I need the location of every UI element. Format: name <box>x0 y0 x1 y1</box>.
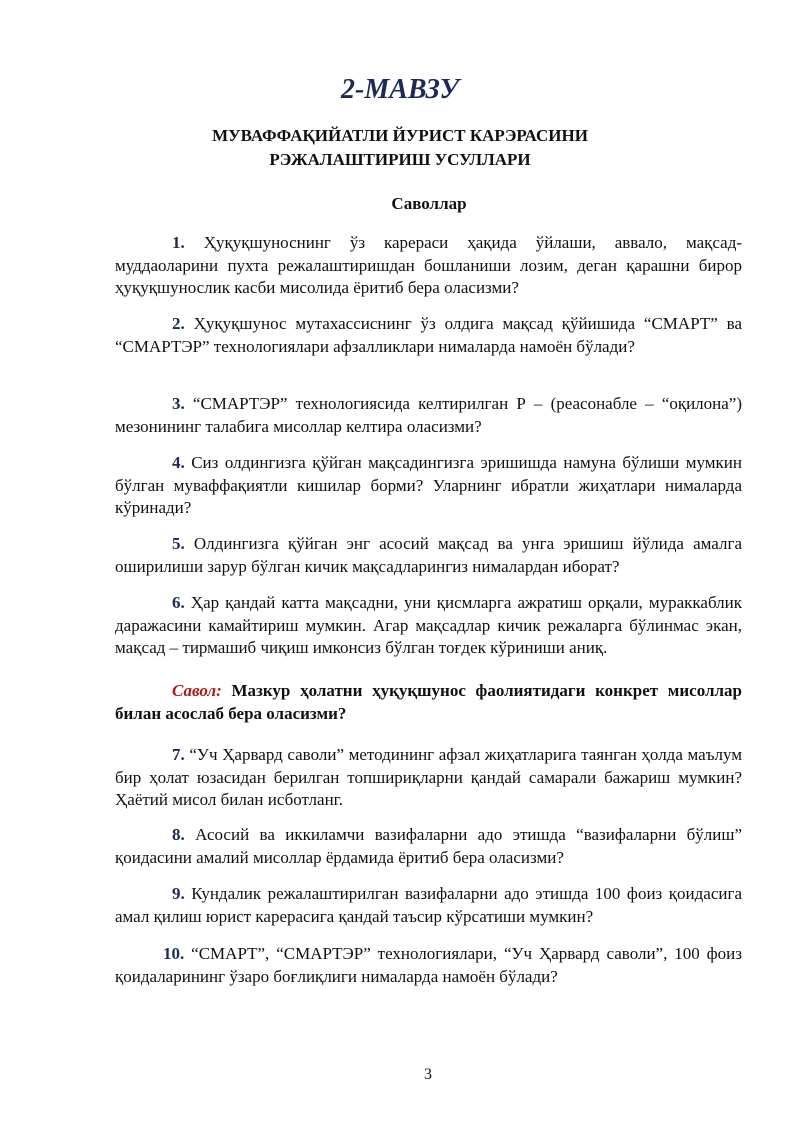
question-3 <box>115 393 742 438</box>
question-text: Асосий ва иккиламчи вазифаларни адо этишда “вазифаларни бўлиш” қоидасини амалий мисоллар ёрдамида ёритиб бера оласизми? <box>115 825 743 867</box>
question-8 <box>115 824 742 869</box>
question-text: Ҳуқуқшуноснинг ўз карераси ҳақида ўйлаши, аввало, мақсад-муддаоларини пухта режалаштиришдан бошланиши лозим, деган қарашни бирор ҳуқуқшунослик касби мисолида ёритиб бера оласизми? <box>115 233 743 297</box>
question-number: 4. <box>172 453 185 472</box>
question-9 <box>115 883 742 928</box>
savol-label: Савол: <box>172 681 222 700</box>
question-number: 3. <box>172 394 185 413</box>
question-number: 10. <box>163 944 185 963</box>
question-1 <box>115 232 742 300</box>
topic-subtitle <box>0 124 800 172</box>
question-4 <box>115 452 742 520</box>
question-number: 6. <box>172 593 185 612</box>
question-number: 2. <box>172 314 185 333</box>
question-number: 5. <box>172 534 185 553</box>
topic-title: 2-МАВЗУ <box>341 74 459 105</box>
section-heading: Саволлар <box>391 194 467 213</box>
question-6 <box>115 592 742 660</box>
question-text: Сиз олдингизга қўйган мақсадингизга эришишда намуна бўлиши мумкин бўлган муваффақиятли кишилар борми? Уларнинг ибратли жиҳатлари нималарда кўринади? <box>115 453 742 517</box>
question-text: “СМАРТ”, “СМАРТЭР” технологиялари, “Уч Ҳарвард саволи”, 100 фоиз қоидаларининг ўзаро боғлиқлиги нималарда намоён бўлади? <box>115 944 742 986</box>
question-text: Ҳуқуқшунос мутахассиснинг ўз олдига мақсад қўйишида “СМАРТ” ва “СМАРТЭР” технологиялари афзалликлари нималарда намоён бўлади? <box>115 314 742 356</box>
question-number: 9. <box>172 884 185 903</box>
page-number: 3 <box>424 1066 432 1083</box>
subtitle-line-1: МУВАФФАҚИЙАТЛИ ЙУРИСТ КАРЭРАСИНИ <box>212 126 588 145</box>
savol-text: Мазкур ҳолатни ҳуқуқшунос фаолиятидаги конкрет мисоллар билан асослаб бера оласизми? <box>115 681 743 723</box>
question-number: 1. <box>172 233 185 252</box>
question-number: 8. <box>172 825 185 844</box>
question-text: Олдингизга қўйган энг асосий мақсад ва унга эришиш йўлида амалга оширилиши зарур бўлган кичик мақсадларингиз нималардан иборат? <box>115 534 743 576</box>
question-number: 7. <box>172 745 185 764</box>
question-text: Кундалик режалаштирилган вазифаларни адо этишда 100 фоиз қоидасига амал қилиш юрист карерасига қандай таъсир кўрсатиши мумкин? <box>115 884 742 926</box>
question-2 <box>115 313 742 358</box>
question-7 <box>115 744 742 812</box>
subtitle-line-2: РЭЖАЛАШТИРИШ УСУЛЛАРИ <box>269 150 531 169</box>
question-5 <box>115 533 742 578</box>
question-text: Ҳар қандай катта мақсадни, уни қисмларга ажратиш орқали, мураккаблик даражасини камайтириш мумкин. Агар мақсадлар кичик режаларга бўлинмас экан, мақсад – тирмашиб чиқиш имконсиз бўлган тоғдек кўриниши аниқ. <box>115 593 743 657</box>
question-text: “СМАРТЭР” технологиясида келтирилган Р – (реасонабле – “оқилона”) мезонининг талабига мисоллар келтира оласизми? <box>115 394 743 436</box>
savol-paragraph <box>115 680 742 725</box>
question-text: “Уч Ҳарвард саволи” методининг афзал жиҳатларига таянган ҳолда маълум бир ҳолат юзасидан берилган топшириқларни қандай самарали бажариш мумкин? Ҳаётий мисол билан исботланг. <box>115 745 743 809</box>
question-10 <box>115 943 742 988</box>
